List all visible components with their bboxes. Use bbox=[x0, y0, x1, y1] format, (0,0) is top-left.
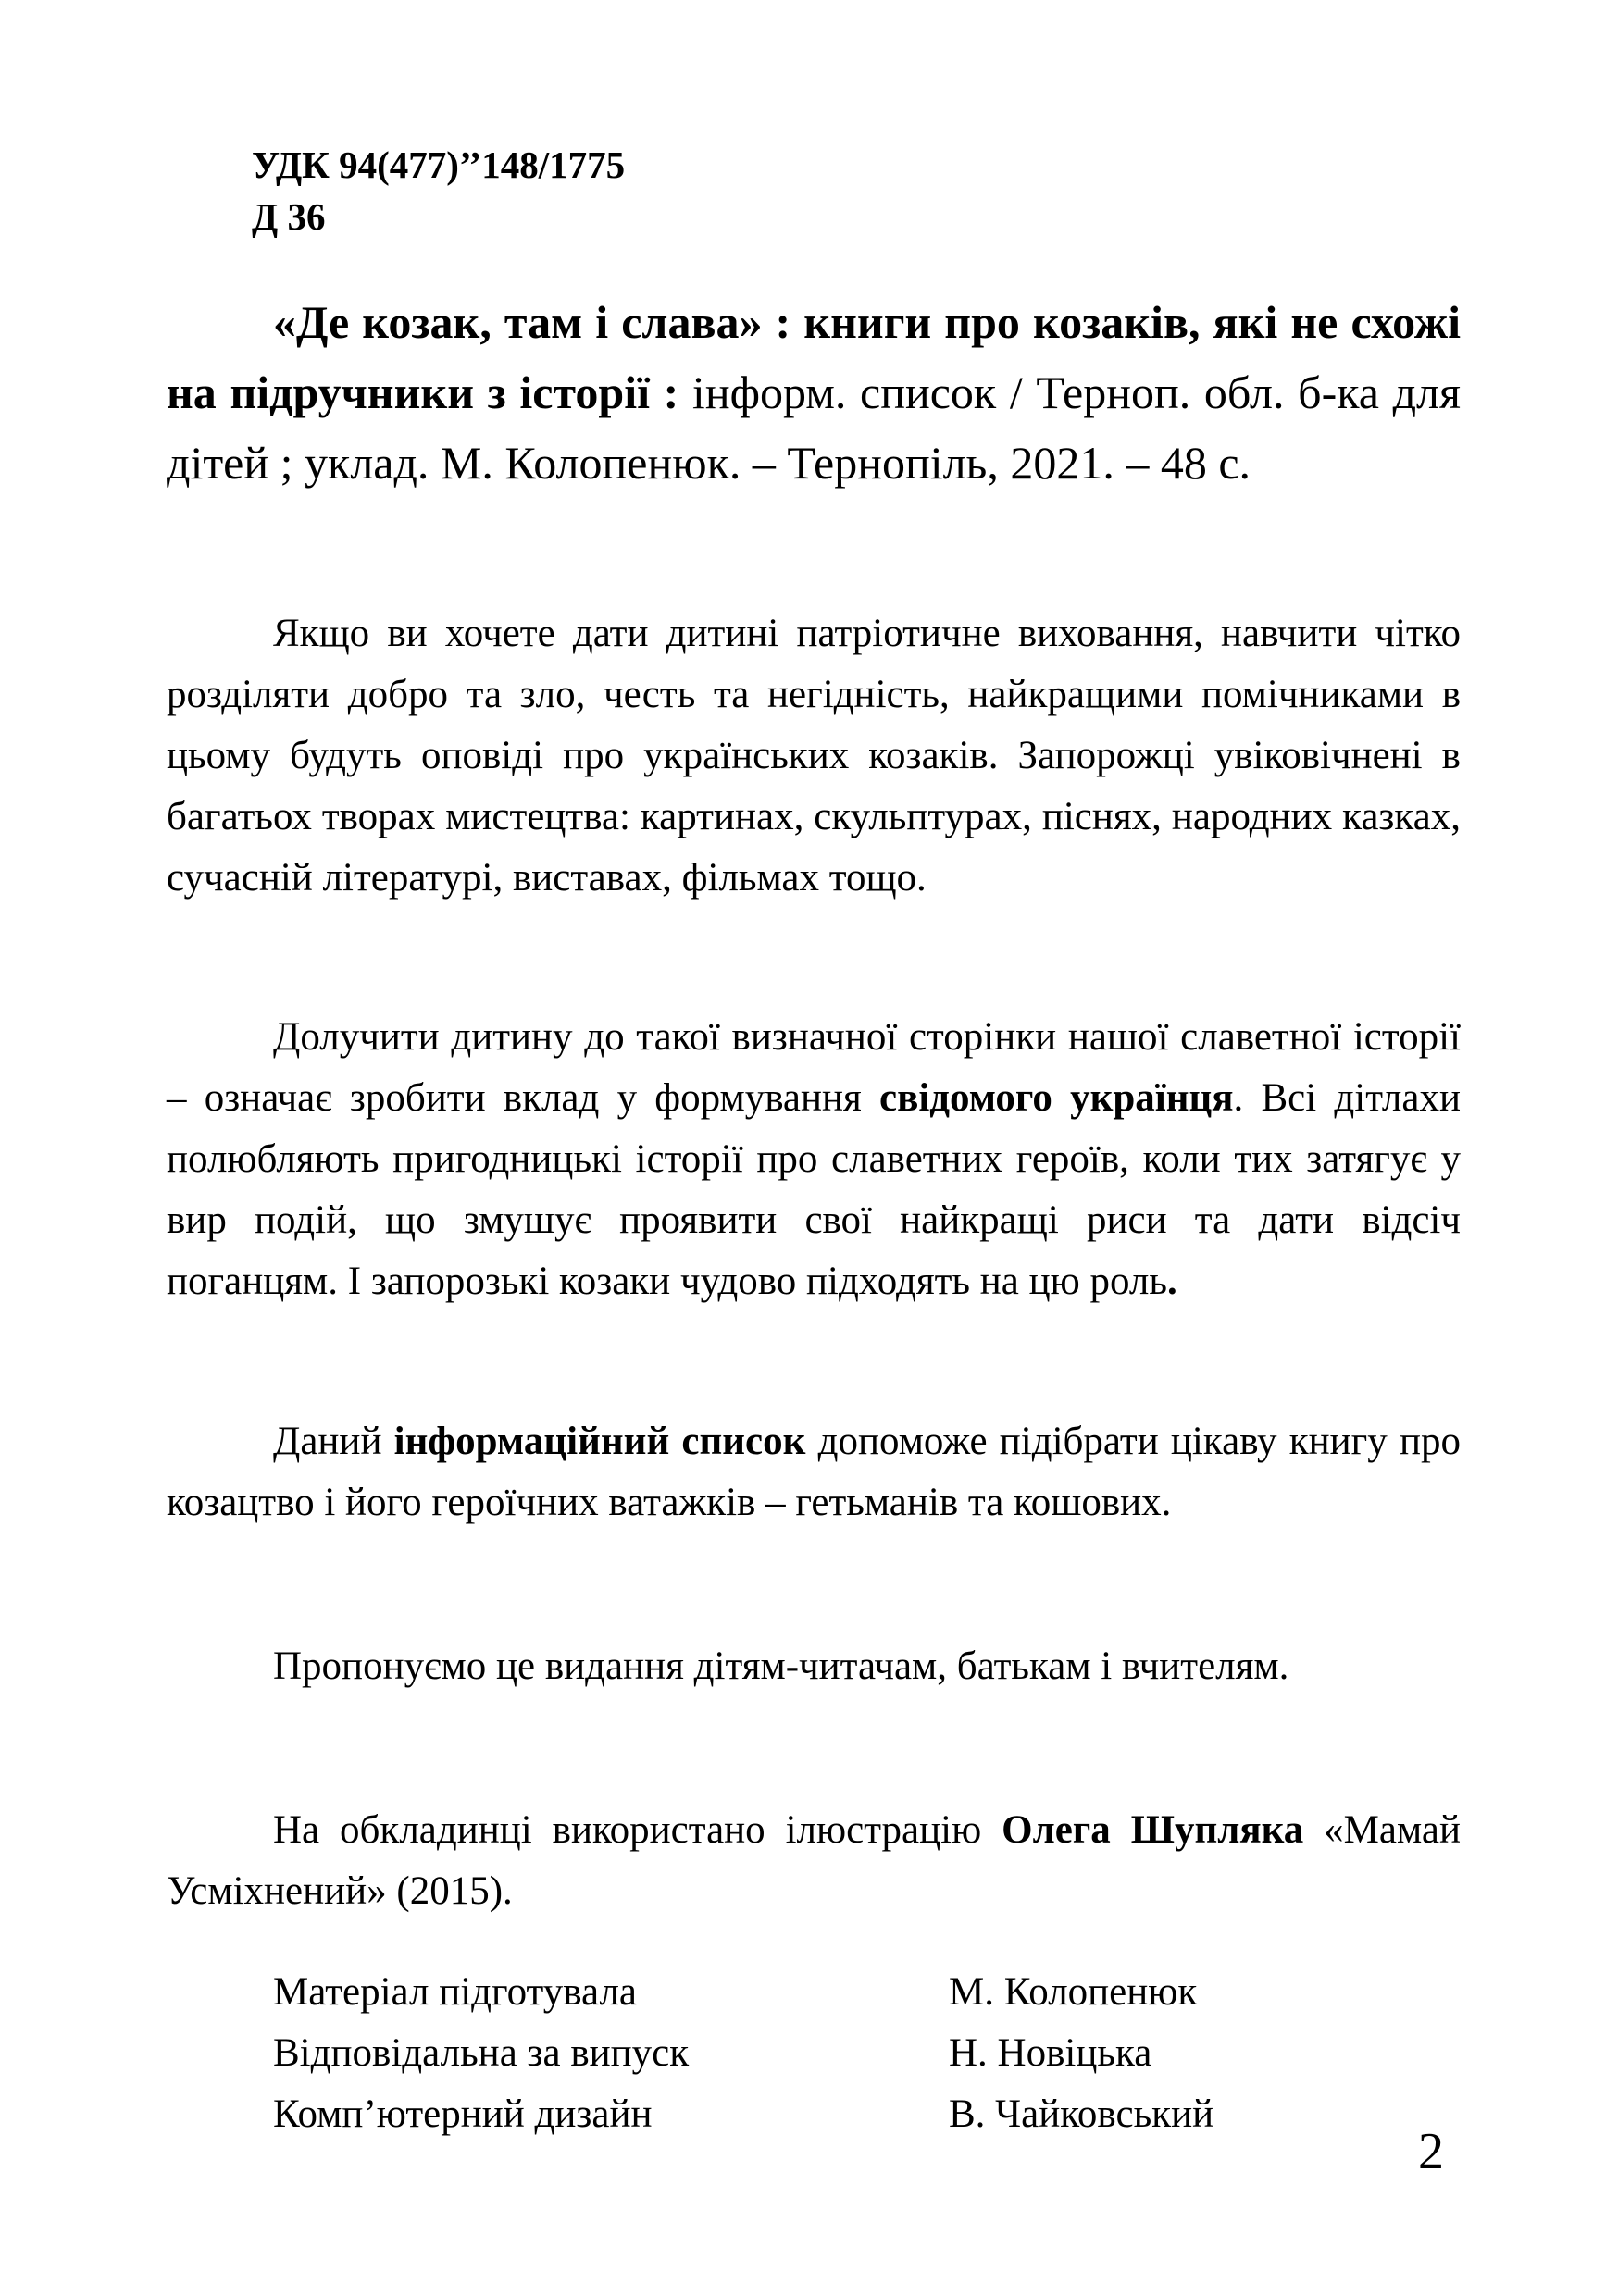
paragraph-text: . Всі дітлахи полюбляють пригодницькі історії про славетних героїв, коли тих затягує у вир подій, що змушує проявити свої найкращі риси та дати відсіч поганцям. І запорозькі козаки чудово підходять на цю роль bbox=[167, 1076, 1461, 1303]
author-mark-code: Д 36 bbox=[252, 195, 326, 238]
paragraph-cover-credit bbox=[167, 1800, 1461, 1922]
publication-details: інформ. список / Терноп. обл. б-ка для дітей ; уклад. М. Колопенюк. – Тернопіль, 2021. – 48 с. bbox=[167, 366, 1461, 489]
paragraph-text: Даний bbox=[273, 1420, 394, 1463]
paragraph-audience: Пропонуємо це видання дітям-читачам, батькам і вчителям. bbox=[273, 1644, 1289, 1688]
credit-role: Комп’ютерний дизайн bbox=[273, 2092, 653, 2136]
credit-row bbox=[273, 2023, 1214, 2084]
illustrator-name: Олега Шупляка bbox=[1002, 1808, 1304, 1852]
paragraph-info-list bbox=[167, 1411, 1461, 1533]
page-number: 2 bbox=[1418, 2123, 1444, 2180]
udk-code: УДК 94(477)’’148/1775 bbox=[252, 143, 626, 186]
paragraph-intro: Якщо ви хочете дати дитині патріотичне виховання, навчити чітко розділяти добро та зло, честь та негідність, найкращими помічниками в цьому будуть оповіді про українських козаків. Запорожці увіковічнені в багатьох творах мистецтва: картинах, скульптурах, піснях, народних казках, сучасній літературі, виставах, фільмах тощо. bbox=[167, 612, 1461, 900]
paragraph-text: «Мамай Усміхнений» (2015). bbox=[167, 1808, 1461, 1913]
catalog-header bbox=[252, 139, 625, 242]
book-title: «Де козак, там і слава» : книги про козаків, які не схожі на підручники з історії : bbox=[167, 296, 1461, 418]
credit-role: Відповідальна за випуск bbox=[273, 2031, 690, 2075]
paragraph-text: Долучити дитину до такої визначної сторінки нашої славетної історії – означає зробити вклад у формування bbox=[167, 1015, 1461, 1120]
credits-list bbox=[273, 1962, 1214, 2145]
paragraph-text: На обкладинці використано ілюстрацію bbox=[273, 1808, 1002, 1852]
bibliographic-description bbox=[167, 287, 1461, 498]
emphasis-text: інформаційний список bbox=[393, 1420, 806, 1463]
emphasis-text: свідомого українця bbox=[879, 1076, 1234, 1120]
credit-row bbox=[273, 2084, 1214, 2145]
emphasis-period: . bbox=[1167, 1260, 1177, 1303]
credit-name: М. Колопенюк bbox=[949, 1970, 1198, 2014]
credit-name: В. Чайковський bbox=[949, 2092, 1214, 2136]
credit-row bbox=[273, 1962, 1214, 2023]
credit-role: Матеріал підготувала bbox=[273, 1970, 638, 2014]
paragraph-history bbox=[167, 1007, 1461, 1312]
credit-name: Н. Новіцька bbox=[949, 2031, 1152, 2075]
paragraph-text: допоможе підібрати цікаву книгу про козацтво і його героїчних ватажків – гетьманів та кошових. bbox=[167, 1420, 1461, 1524]
